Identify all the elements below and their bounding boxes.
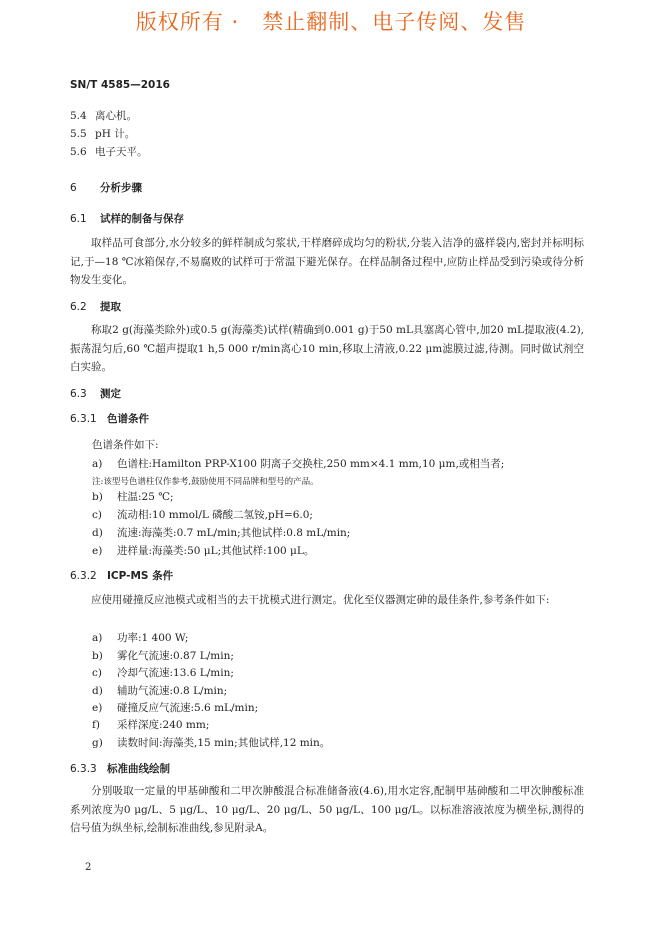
list-item: b) 柱温:25 ℃; (92, 491, 174, 503)
list-item: d) 辅助气流速:0.8 L/min; (92, 685, 228, 697)
paragraph: 应使用碰撞反应池模式或相当的去干扰模式进行测定。优化至仪器测定砷的最佳条件,参考条件如下: (91, 594, 550, 606)
list-item: d) 流速:海藻类:0.7 mL/min;其他试样:0.8 mL/min; (92, 527, 351, 539)
section-heading: 6.2 提取 (70, 301, 121, 313)
section-heading: 6.3.3 标准曲线绘制 (70, 763, 170, 775)
paragraph: 称取2 g(海藻类除外)或0.5 g(海藻类)试样(精确到0.001 g)于50 mL具塞离心管中,加20 mL提取液(4.2),振荡混匀后,60 ℃超声提取1 h,5 000 r/min离心10 min,移取上清液,0.22 μm滤膜过滤,待测。同时做试剂空白实验。 (70, 324, 584, 373)
list-item: c) 流动相:10 mmol/L 磷酸二氢铵,pH=6.0; (92, 509, 313, 521)
paragraph: 取样品可食部分,水分较多的鲜样制成匀浆状,干样磨碎成均匀的粉状,分装入洁净的盛样袋内,密封并标明标记,于—18 ℃冰箱保存,不易腐败的试样可于常温下避光保存。在样品制备过程中,应防止样品受到污染或待分析物发生变化。 (70, 237, 584, 286)
list-item: c) 冷却气流速:13.6 L/min; (92, 667, 234, 679)
list-item: b) 雾化气流速:0.87 L/min; (92, 650, 234, 662)
list-item: e) 进样量:海藻类:50 μL;其他试样:100 μL。 (92, 545, 315, 557)
section-heading: 6.3.2 ICP-MS 条件 (70, 570, 174, 582)
note: 注:该型号色谱柱仅作参考,鼓励使用不同品牌和型号的产品。 (92, 477, 319, 487)
section-heading: 6.1 试样的制备与保存 (70, 213, 184, 225)
list-item: g) 读数时间:海藻类,15 min;其他试样,12 min。 (92, 737, 331, 749)
standard-number: SN/T 4585—2016 (70, 79, 170, 91)
list-item: f) 采样深度:240 mm; (92, 719, 210, 731)
list-item: a) 功率:1 400 W; (92, 632, 189, 644)
list-item: 5.6 电子天平。 (70, 146, 148, 158)
copyright-watermark: 版权所有 · 禁止翻制、电子传阅、发售 (135, 10, 527, 34)
paragraph: 色谱条件如下: (92, 439, 159, 451)
section-heading: 6.3.1 色谱条件 (70, 413, 149, 425)
section-heading: 6 分析步骤 (70, 182, 142, 194)
section-heading: 6.3 测定 (70, 388, 121, 400)
list-item: 5.4 离心机。 (70, 110, 137, 122)
list-item: 5.5 pH 计。 (70, 128, 136, 140)
paragraph: 分别吸取一定量的甲基砷酸和二甲次胂酸混合标准储备液(4.6),用水定容,配制甲基砷酸和二甲次胂酸标准系列浓度为0 μg/L、5 μg/L、10 μg/L、20 μg/L、50 μg/L、100 μg/L。以标准溶液浓度为横坐标,测得的信号值为纵坐标,绘制标准曲线,参见附录A。 (70, 785, 584, 834)
list-item: a) 色谱柱:Hamilton PRP-X100 阴离子交换柱,250 mm×4.1 mm,10 μm,或相当者; (92, 458, 505, 470)
list-item: e) 碰撞反应气流速:5.6 mL/min; (92, 702, 259, 714)
page-number: 2 (85, 862, 92, 873)
